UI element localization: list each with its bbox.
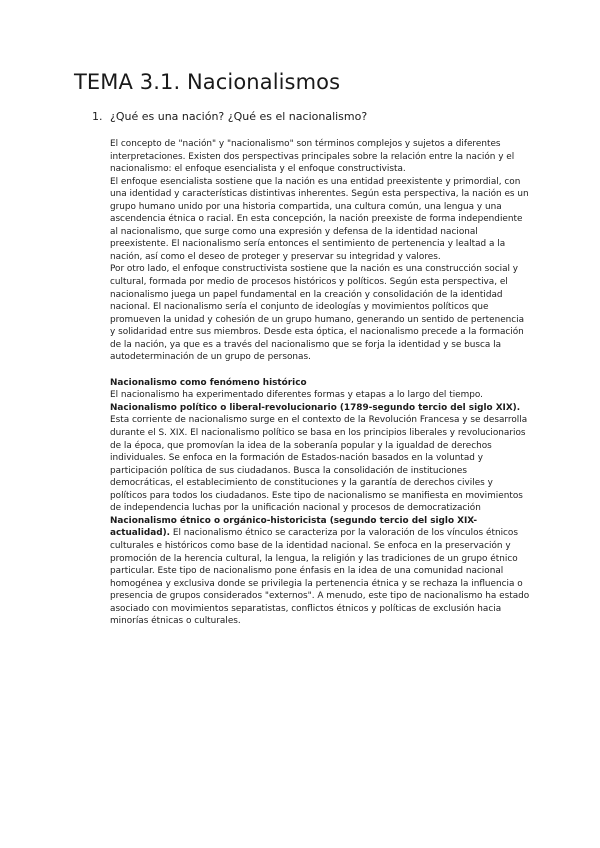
- liberal-nationalism-text: Esta corriente de nacionalismo surge en el contexto de la Revolución Francesa y se desarrolla durante el S. XIX. El nacionalismo político se basa en los principios liberales y revolucionarios de la época, que promovían la idea de la soberanía popular y la igualdad de derechos individuales. Se enfoca en la formación de Estados-nación basados en la voluntad y participación política de sus ciudadanos. Busca la consolidación de instituciones democráticas, el establecimiento de constituciones y la garantía de derechos civiles y políticos para todos los ciudadanos. Este tipo de nacionalismo se manifiesta en movimientos de independencia luchas por la unificación nacional y procesos de democratización: [110, 415, 528, 514]
- question-heading: [92, 110, 367, 123]
- document-body: [110, 138, 532, 628]
- ethnic-nationalism-heading: Nacionalismo étnico o orgánico-historicista (segundo tercio del siglo XIX-actualidad).: [110, 515, 478, 539]
- section-heading-historic: Nacionalismo como fenómeno histórico: [110, 377, 307, 388]
- question-text: ¿Qué es una nación? ¿Qué es el nacionalismo?: [110, 110, 368, 123]
- liberal-nationalism-heading: Nacionalismo político o liberal-revolucionario (1789-segundo tercio del siglo XIX).: [110, 402, 521, 413]
- ethnic-nationalism-text: El nacionalismo étnico se caracteriza por la valoración de los vínculos étnicos culturales e históricos como base de la identidad nacional. Se enfoca en la preservación y promoción de la herencia cultural, la lengua, la religión y las tradiciones de un grupo étnico particular. Este tipo de nacionalismo pone énfasis en la idea de una comunidad nacional homogénea y exclusiva donde se privilegia la pertenencia étnica y se rechaza la influencia o presencia de grupos considerados "externos". A menudo, este tipo de nacionalismo ha estado asociado con movimientos separatistas, conflictos étnicos y políticas de exclusión hacia minorías étnicas o culturales.: [110, 528, 530, 627]
- document-title: TEMA 3.1. Nacionalismos: [74, 70, 341, 94]
- paragraph-liberal-nationalism: [110, 402, 532, 515]
- question-number: 1.: [92, 110, 103, 123]
- paragraph-historic-intro: El nacionalismo ha experimentado diferentes formas y etapas a lo largo del tiempo.: [110, 390, 483, 401]
- paragraph-spacer: [110, 364, 532, 377]
- paragraph-concept: El concepto de "nación" y "nacionalismo" son términos complejos y sujetos a diferentes interpretaciones. Existen dos perspectivas principales sobre la relación entre la nación y el nacionalismo: el enfoque esencialista y el enfoque constructivista.: [110, 139, 515, 175]
- paragraph-essentialist: El enfoque esencialista sostiene que la nación es una entidad preexistente y primordial, con una identidad y características distintivas inherentes. Según esta perspectiva, la nación es un grupo humano unido por una historia compartida, una cultura común, una lengua y una ascendencia étnica o racial. En esta concepción, la nación preexiste de forma independiente al nacionalismo, que surge como una expresión y defensa de la identidad nacional preexistente. El nacionalismo sería entonces el sentimiento de pertenencia y lealtad a la nación, así como el deseo de proteger y preservar su integridad y valores.: [110, 176, 529, 262]
- paragraph-constructivist: Por otro lado, el enfoque constructivista sostiene que la nación es una construcción social y cultural, formada por medio de procesos históricos y políticos. Según esta perspectiva, el nacionalismo juega un papel fundamental en la creación y consolidación de la identidad nacional. El nacionalismo sería el conjunto de ideologías y movimientos políticos que promueven la unidad y cohesión de un grupo humano, generando un sentido de pertenencia y solidaridad entre sus miembros. Desde esta óptica, el nacionalismo precede a la formación de la nación, ya que es a través del nacionalismo que se forja la identidad y se busca la autodeterminación de un grupo de personas.: [110, 264, 525, 363]
- paragraph-ethnic-nationalism: [110, 515, 532, 628]
